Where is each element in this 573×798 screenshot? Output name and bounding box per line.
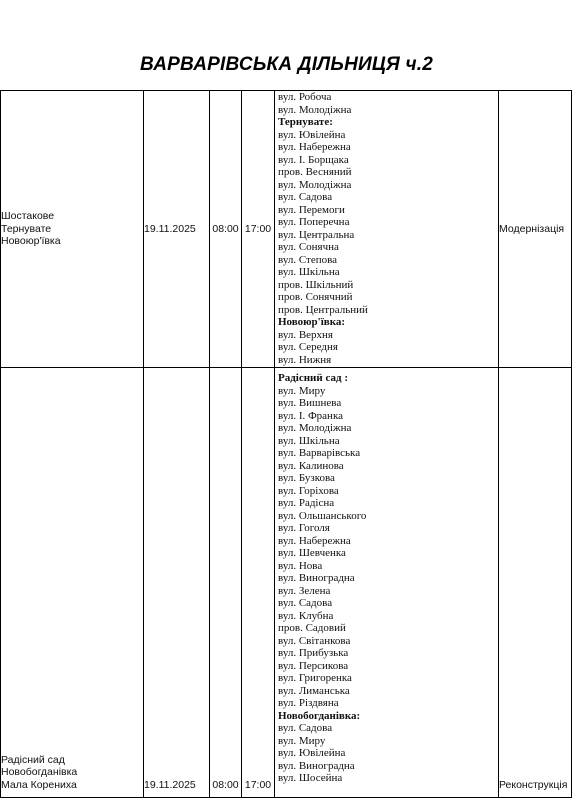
street-item: вул. І. Борщака xyxy=(278,153,349,166)
street-item: вул. Клубна xyxy=(278,609,334,622)
table-row xyxy=(1,368,572,798)
street-item: вул. Садова xyxy=(278,597,333,609)
streets-cell xyxy=(275,91,499,368)
street-item: вул. Сонячна xyxy=(278,241,339,253)
street-item: вул. Варварівська xyxy=(278,447,361,459)
street-item: вул. Молодіжна xyxy=(278,103,352,116)
street-item: вул. Світанкова xyxy=(278,634,351,647)
street-item: вул. Садова xyxy=(278,191,333,203)
schedule-table xyxy=(0,90,572,798)
village-name: Тернувате xyxy=(1,222,52,235)
village-name: Мала Корениха xyxy=(1,778,77,791)
streets-cell xyxy=(275,368,499,798)
street-item: вул. Вишнева xyxy=(278,397,342,409)
street-item: вул. Прибузька xyxy=(278,647,349,659)
street-item: вул. Персикова xyxy=(278,659,349,672)
street-item: вул. Миру xyxy=(278,734,326,747)
work-type-cell: Модернізація xyxy=(499,91,572,368)
village-name: Новобогданівка xyxy=(1,766,78,778)
street-item: вул. Горіхова xyxy=(278,484,339,497)
street-item: вул. Лиманська xyxy=(278,684,350,697)
street-item: вул. Центральна xyxy=(278,228,355,241)
street-item: вул. Шосейна xyxy=(278,772,343,784)
street-item: вул. Зелена xyxy=(278,584,331,597)
street-item: вул. Радісна xyxy=(278,497,335,509)
street-item: вул. Шкільна xyxy=(278,266,340,278)
street-item: пров. Весняний xyxy=(278,166,352,178)
village-header: Радісний сад : xyxy=(278,372,348,384)
street-item: вул. Садова xyxy=(278,722,333,734)
street-item: пров. Сонячний xyxy=(278,291,353,303)
street-item: пров. Центральний xyxy=(278,303,368,316)
street-item: вул. Нова xyxy=(278,559,323,572)
street-item: вул. Григоренка xyxy=(278,672,352,684)
table-row xyxy=(1,91,572,368)
street-item: вул. Нижня xyxy=(278,353,332,366)
village-header: Тернувате: xyxy=(278,116,333,128)
street-item: вул. Перемоги xyxy=(278,203,345,216)
village-name: Шостакове xyxy=(1,210,55,223)
street-item: вул. Ювілейна xyxy=(278,128,346,141)
work-type-cell: Реконструкція xyxy=(499,368,572,798)
street-item: вул. І. Франка xyxy=(278,409,344,422)
street-item: вул. Різдвяна xyxy=(278,697,339,709)
street-item: вул. Ювілейна xyxy=(278,747,346,759)
street-item: вул. Миру xyxy=(278,384,326,397)
street-item: вул. Молодіжна xyxy=(278,422,352,434)
village-name: Радісний сад xyxy=(1,753,65,766)
street-item: вул. Шевченка xyxy=(278,547,346,559)
street-item: вул. Набережна xyxy=(278,141,351,153)
end-time-cell: 17:00 xyxy=(242,91,275,368)
street-item: вул. Молодіжна xyxy=(278,178,352,191)
street-item: вул. Калинова xyxy=(278,459,344,472)
street-item: вул. Степова xyxy=(278,253,338,266)
village-name: Новоюр'ївка xyxy=(1,235,61,248)
start-time-cell: 08:00 xyxy=(210,368,242,798)
street-item: вул. Виноградна xyxy=(278,572,355,584)
street-item: вул. Гоголя xyxy=(278,522,330,534)
villages-cell xyxy=(1,91,144,368)
village-header: Новобогданівка: xyxy=(278,709,361,722)
street-item: вул. Бузкова xyxy=(278,472,335,484)
street-item: вул. Середня xyxy=(278,341,338,353)
street-item: вул. Робоча xyxy=(278,91,332,103)
street-item: вул. Поперечна xyxy=(278,216,350,228)
street-item: вул. Виноградна xyxy=(278,759,355,772)
street-item: вул. Набережна xyxy=(278,534,351,547)
street-list xyxy=(278,91,498,366)
date-cell: 19.11.2025 xyxy=(144,91,210,368)
street-item: вул. Шкільна xyxy=(278,434,340,447)
street-item: пров. Садовий xyxy=(278,622,346,634)
start-time-cell: 08:00 xyxy=(210,91,242,368)
village-header: Новоюр'ївка: xyxy=(278,316,346,328)
street-item: пров. Шкільний xyxy=(278,278,354,291)
end-time-cell: 17:00 xyxy=(242,368,275,798)
villages-cell xyxy=(1,368,144,798)
street-item: вул. Верхня xyxy=(278,328,333,341)
page-title: ВАРВАРІВСЬКА ДІЛЬНИЦЯ ч.2 xyxy=(140,54,433,75)
date-cell: 19.11.2025 xyxy=(144,368,210,798)
street-list xyxy=(278,372,498,785)
street-item: вул. Ольшанського xyxy=(278,509,367,522)
